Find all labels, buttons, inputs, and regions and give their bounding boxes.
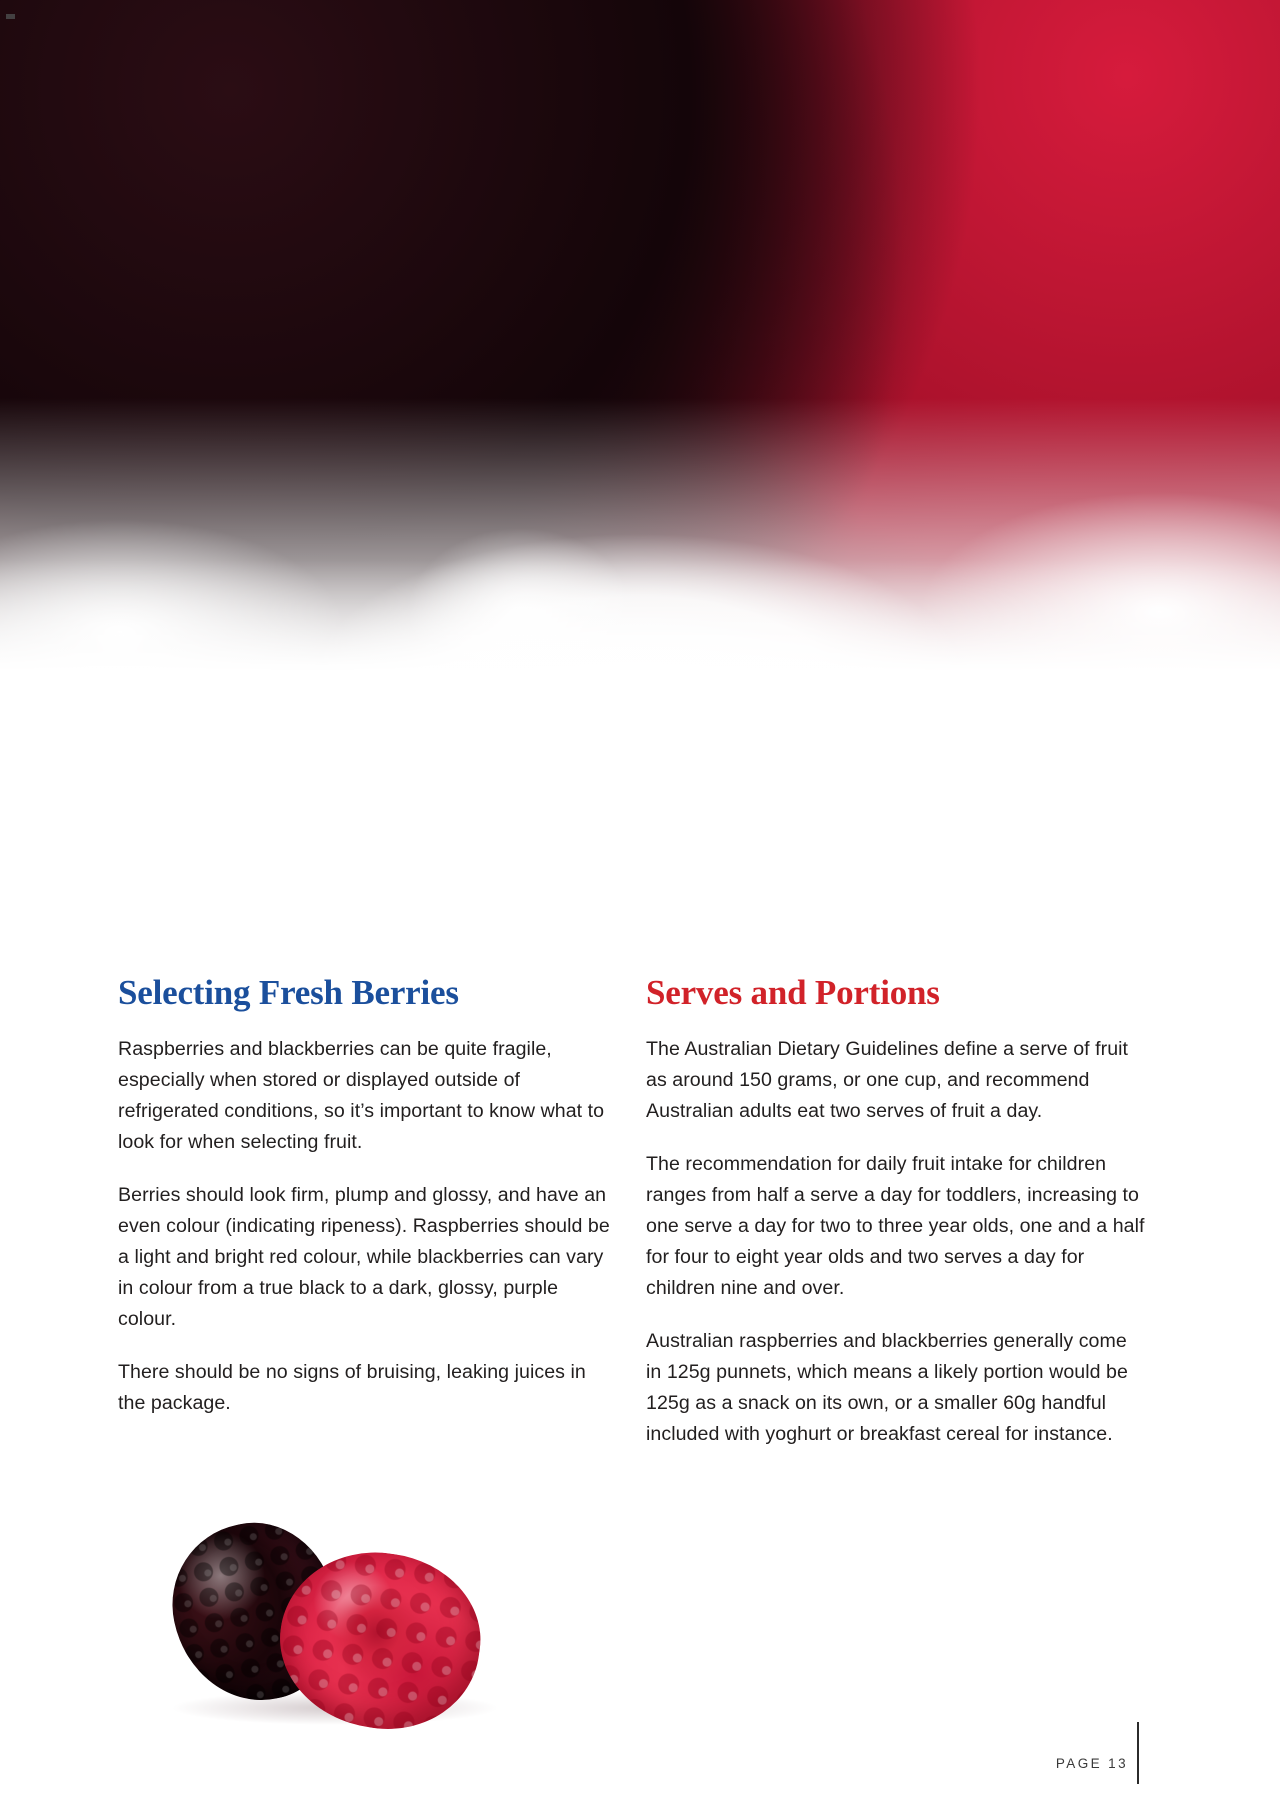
footer-divider: [1137, 1722, 1139, 1784]
paragraph: Berries should look firm, plump and glossy, and have an even colour (indicating ripeness). Raspberries should be a light and bright red colour, while blackberries can vary in colour from a true black to a dark, glossy, purple colour.: [118, 1183, 610, 1330]
paragraph: There should be no signs of bruising, leaking juices in the package.: [118, 1360, 586, 1414]
column-selecting-fresh-berries: [118, 975, 618, 1450]
hero-image: [0, 0, 1280, 800]
article-columns: [118, 975, 1146, 1450]
berry-inset-image: [160, 1495, 520, 1745]
paragraph: Australian raspberries and blackberries generally come in 125g punnets, which means a likely portion would be 125g as a snack on its own, or a smaller 60g handful included with yoghurt or breakfast cereal for instance.: [646, 1329, 1128, 1445]
hero-fade-overlay: [0, 560, 1280, 800]
page-title-selecting: Selecting Fresh Berries: [118, 973, 459, 1012]
paragraph: The recommendation for daily fruit intake for children ranges from half a serve a day for toddlers, increasing to one serve a day for two to three year olds, one and a half for four to eight year olds and two serves a day for children nine and over.: [646, 1152, 1145, 1299]
column-serves-and-portions: [646, 975, 1146, 1450]
paragraph: Raspberries and blackberries can be quite fragile, especially when stored or displayed outside of refrigerated conditions, so it’s important to know what to look for when selecting fruit.: [118, 1037, 605, 1153]
page-title-serves: Serves and Portions: [646, 973, 940, 1012]
page-number-label: PAGE 13: [1055, 1756, 1128, 1771]
paragraph: The Australian Dietary Guidelines define a serve of fruit as around 150 grams, or one cup, and recommend Australian adults eat two serves of fruit a day.: [646, 1037, 1129, 1122]
crop-mark: [6, 14, 15, 19]
